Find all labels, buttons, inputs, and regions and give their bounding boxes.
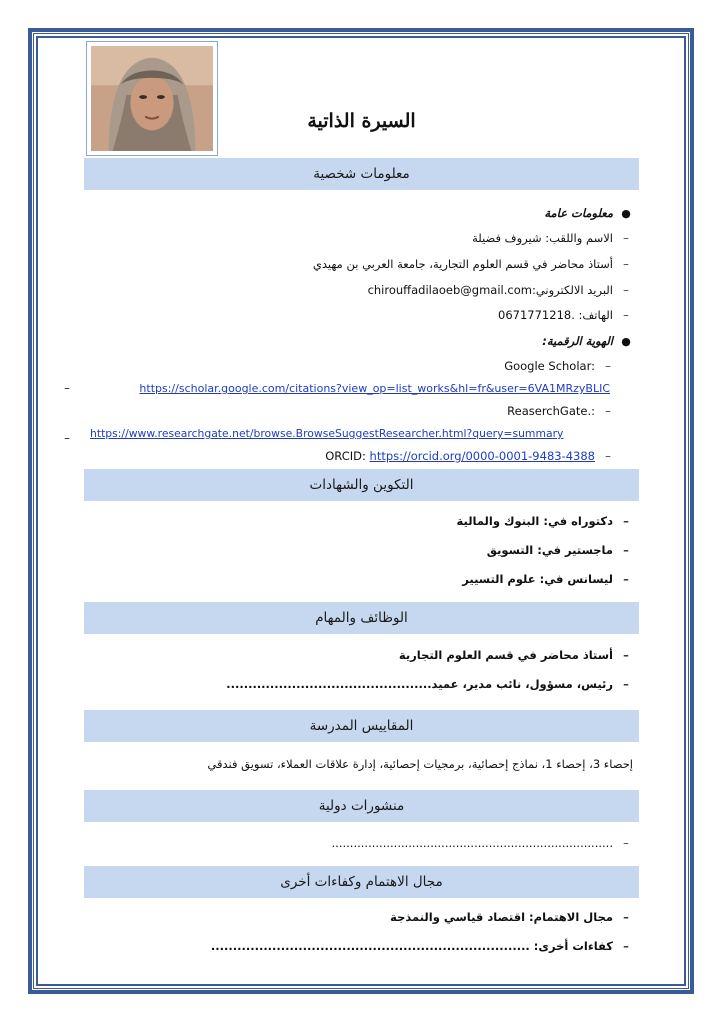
dash-icon: – [623, 648, 629, 662]
job-item: –رئيس، مسؤول، نائب مدير، عميد............................................... [84, 676, 639, 692]
interest-item: –مجال الاهتمام: اقتصاد قياسي والنمذجة [84, 909, 639, 925]
dash-icon: – [623, 231, 629, 245]
dash-icon: – [623, 308, 629, 322]
courses-text: إحصاء 3، إحصاء 1، نماذج إحصائية، برمجيات إحصائية، إدارة علاقات العملاء، تسويق فندقي [207, 757, 633, 771]
section-publications: منشورات دولية [84, 790, 639, 822]
dash-icon: – [64, 431, 70, 445]
section-jobs: الوظائف والمهام [84, 602, 639, 634]
cv-content [64, 40, 639, 980]
dash-icon: – [64, 381, 70, 395]
section-interests: مجال الاهتمام وكفاءات أخرى [84, 866, 639, 898]
section-personal-info: معلومات شخصية [84, 158, 639, 190]
email-value[interactable]: chirouffadilaoeb@gmail.com [367, 283, 532, 297]
education-item: –ماجستير في: التسويق [84, 542, 639, 558]
section-courses: المقاييس المدرسة [84, 710, 639, 742]
education-item: –دكتوراه في: البنوك والمالية [84, 513, 639, 529]
phone-line: –الهاتف: 0671771218. [84, 307, 639, 323]
education-item: –ليسانس في: علوم التسيير [84, 571, 639, 587]
dash-icon: – [623, 572, 629, 586]
researchgate-label-line: –ReaserchGate.: [84, 403, 639, 419]
dash-icon: – [605, 404, 611, 418]
dash-icon: – [623, 836, 629, 850]
dash-icon: – [623, 514, 629, 528]
name-line: –الاسم واللقب: شيروف فضيلة [84, 230, 639, 246]
profile-photo [86, 41, 218, 156]
dash-icon: – [605, 359, 611, 373]
researchgate-link[interactable]: https://www.researchgate.net/browse.BrowseSuggestResearcher.html?query=summary [90, 427, 564, 440]
bullet-icon: ● [621, 335, 631, 348]
researchgate-link-line [44, 426, 639, 446]
general-info-heading: ●معلومات عامة [84, 205, 639, 222]
orcid-line: –ORCID: https://orcid.org/0000-0001-9483-4388 [84, 448, 639, 464]
dash-icon: – [623, 910, 629, 924]
cv-title: السيرة الذاتية [307, 110, 416, 132]
job-item: –أستاذ محاضر في قسم العلوم التجارية [84, 647, 639, 663]
publication-item: –............................................................................. [84, 835, 639, 851]
dash-icon: – [623, 257, 629, 271]
position-line: –أستاذ محاضر في قسم العلوم التجارية، جامعة العربي بن مهيدي [84, 256, 639, 272]
section-education: التكوين والشهادات [84, 469, 639, 501]
dash-icon: – [605, 449, 611, 463]
scholar-link-line [44, 380, 639, 397]
orcid-link[interactable]: https://orcid.org/0000-0001-9483-4388 [369, 449, 595, 463]
scholar-label-line: –Google Scholar: [84, 358, 639, 374]
skills-item: –كفاءات أخرى: ......................................................................... [84, 938, 639, 954]
digital-id-heading: ●الهوية الرقمية: [84, 333, 639, 350]
dash-icon: – [623, 543, 629, 557]
dash-icon: – [623, 677, 629, 691]
bullet-icon: ● [621, 207, 631, 220]
email-line: –البريد الالكتروني:chirouffadilaoeb@gmail.com [84, 282, 639, 298]
dash-icon: – [623, 283, 629, 297]
dash-icon: – [623, 939, 629, 953]
scholar-link[interactable]: https://scholar.google.com/citations?view_op=list_works&hl=fr&user=6VA1MRzyBLIC [139, 382, 610, 395]
